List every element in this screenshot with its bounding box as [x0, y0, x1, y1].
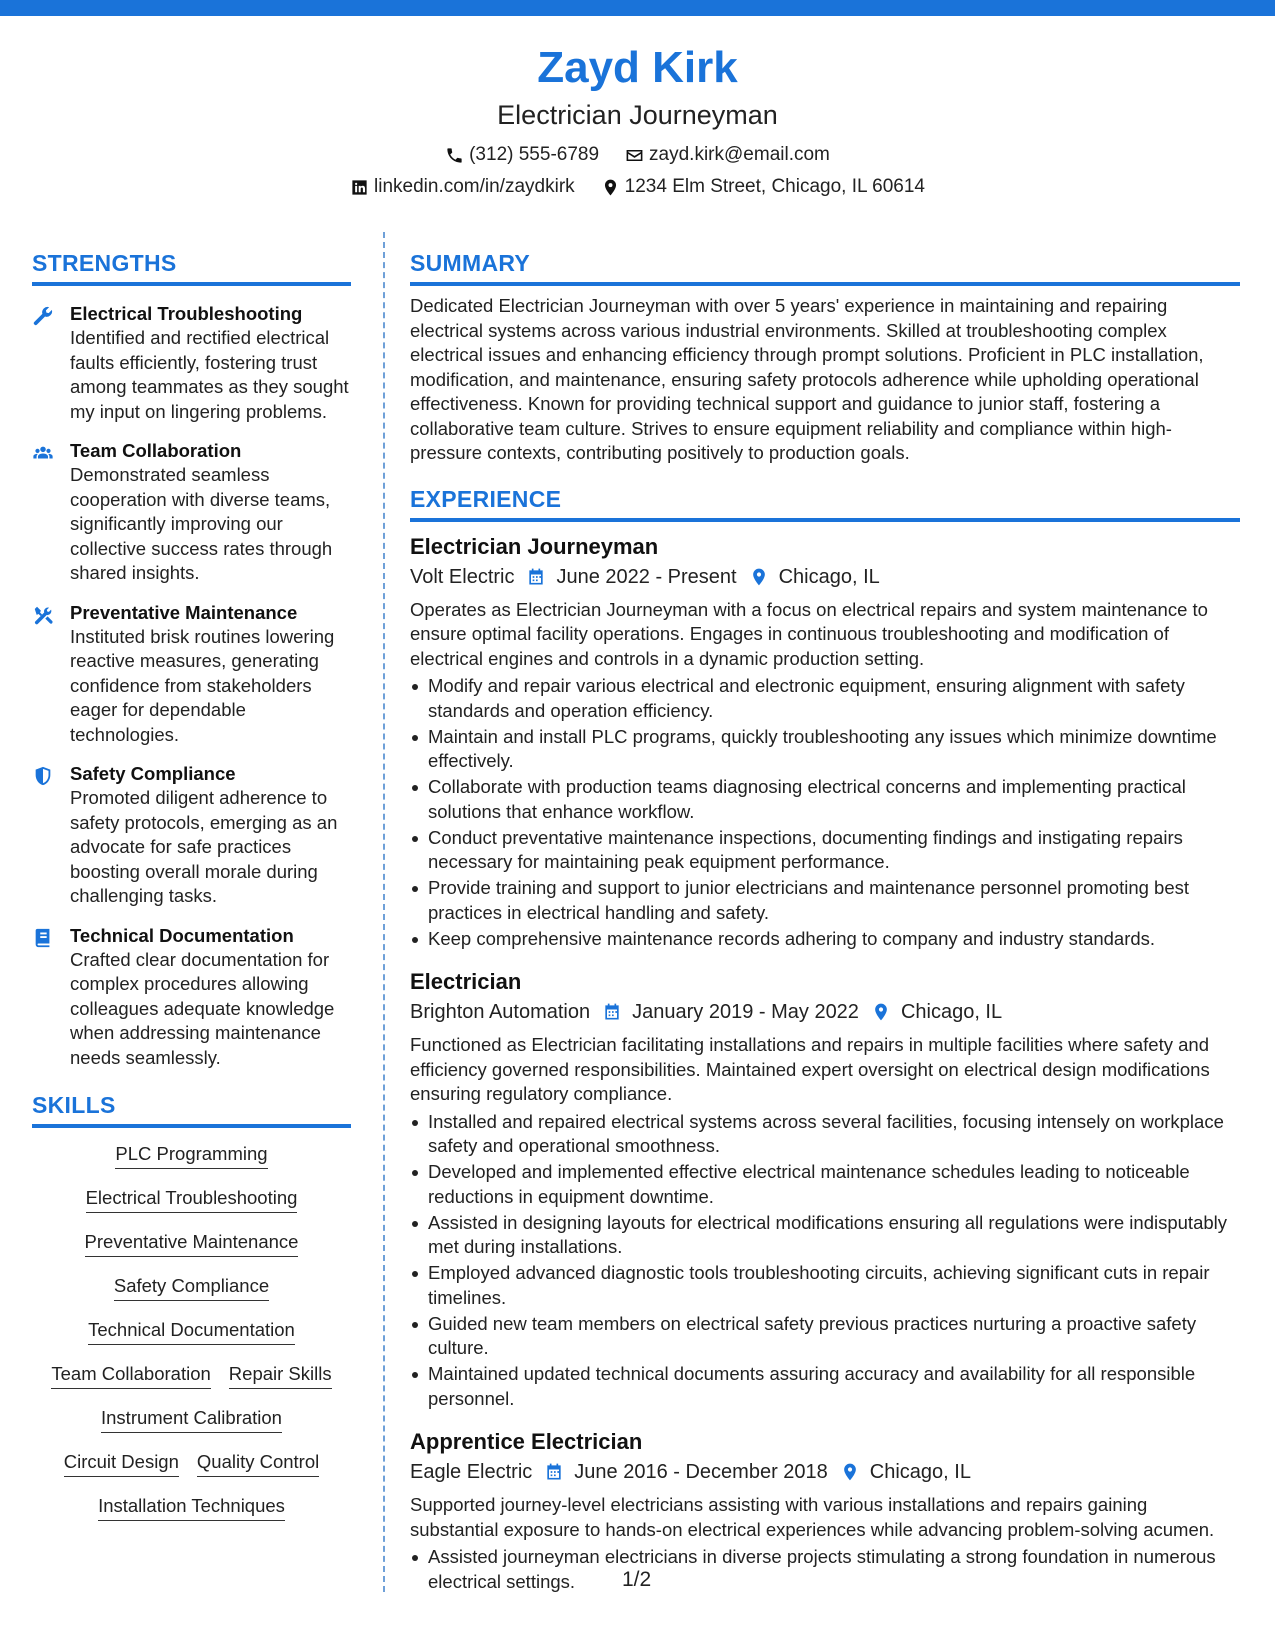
strength-desc: Demonstrated seamless cooperation with diverse teams, significantly improving our collective success rates through shared insights.: [70, 464, 333, 583]
skills-section: [32, 1090, 351, 1538]
strength-title: Safety Compliance: [70, 763, 236, 784]
envelope-icon: [625, 146, 644, 165]
job-company: Eagle Electric: [410, 1461, 533, 1483]
job-bullets: [410, 1545, 1240, 1594]
job-location: Chicago, IL: [869, 1461, 971, 1483]
skill-tag: Safety Compliance: [114, 1274, 269, 1301]
job-dates: January 2019 - May 2022: [632, 1001, 859, 1023]
strength-desc: Promoted diligent adherence to safety protocols, emerging as an advocate for safe practices boosting overall morale during challenging tasks.: [70, 787, 338, 906]
job-location: Chicago, IL: [778, 565, 880, 588]
job-entry: [410, 967, 1240, 1411]
email-text: zayd.kirk@email.com: [649, 144, 830, 165]
address-contact: [601, 174, 925, 200]
job-company: Brighton Automation: [410, 1001, 591, 1023]
job-bullets: [410, 674, 1240, 951]
map-pin-icon: [840, 1462, 860, 1482]
job-meta: [410, 562, 1240, 592]
list-item: Keep comprehensive maintenance records adhering to company and industry standards.: [410, 927, 1240, 952]
skill-tag: Electrical Troubleshooting: [86, 1186, 298, 1213]
address-text: 1234 Elm Street, Chicago, IL 60614: [624, 176, 925, 197]
list-item: Maintained updated technical documents assuring accuracy and availability for all responsible personnel.: [410, 1362, 1240, 1411]
skills-list: [32, 1142, 351, 1538]
calendar-icon: [544, 1462, 564, 1482]
list-item: Guided new team members on electrical safety previous practices nurturing a proactive safety culture.: [410, 1312, 1240, 1361]
job-description: Operates as Electrician Journeyman with a focus on electrical repairs and system maintenance to ensure optimal facility operations. Engages in continuous troubleshooting and modification of electrical engines and controls in a dynamic production setting.: [410, 598, 1208, 669]
summary-text: Dedicated Electrician Journeyman with over 5 years' experience in maintaining and repairing electrical systems across various industrial environments. Skilled at troubleshooting complex electrical issues and enhancing efficiency through prompt solutions. Proficient in PLC installation, modification, and maintenance, ensuring safety protocols adherence while upholding operational effectiveness. Known for providing technical support and guidance to junior staff, fostering a collaborative team culture. Strives to ensure equipment reliability and compliance within high-pressure contexts, contributing positively to production goals.: [410, 295, 1204, 463]
job-title: Apprentice Electrician: [410, 1429, 643, 1454]
job-location: Chicago, IL: [900, 1001, 1003, 1023]
strength-item: [32, 924, 351, 1071]
strengths-heading: STRENGTHS: [32, 248, 351, 286]
strength-item: [32, 762, 351, 909]
list-item: Conduct preventative maintenance inspections, documenting findings and instigating repairs necessary for maintaining peak equipment performance.: [410, 826, 1240, 875]
strength-desc: Crafted clear documentation for complex procedures allowing colleagues adequate knowledge when addressing maintenance needs seamlessly.: [70, 948, 335, 1068]
linkedin-text: linkedin.com/in/zaydkirk: [374, 176, 575, 197]
strength-item: [32, 302, 351, 424]
strength-title: Team Collaboration: [70, 440, 242, 461]
job-dates: June 2016 - December 2018: [574, 1461, 828, 1483]
resume-header: [0, 40, 1275, 200]
job-title: Electrician: [410, 969, 522, 994]
linkedin-icon: [350, 178, 369, 197]
job-entry: [410, 532, 1240, 952]
candidate-title: Electrician Journeyman: [497, 100, 778, 130]
strength-item: [32, 601, 351, 748]
experience-section: [410, 484, 1240, 1595]
summary-heading: SUMMARY: [410, 248, 1240, 286]
skill-row: [88, 1318, 295, 1345]
map-pin-icon: [749, 567, 769, 587]
linkedin-contact[interactable]: [350, 174, 575, 200]
list-item: Provide training and support to junior electricians and maintenance personnel promoting best practices in electrical handling and safety.: [410, 876, 1240, 925]
skill-row: [86, 1186, 298, 1213]
strength-title: Technical Documentation: [70, 924, 294, 946]
tools-icon: [32, 604, 54, 626]
list-item: Employed advanced diagnostic tools troubleshooting circuits, achieving significant cuts in repair timelines.: [410, 1261, 1240, 1310]
skill-row: [85, 1230, 299, 1257]
skill-row: [114, 1274, 269, 1301]
job-meta: [410, 997, 1240, 1027]
list-item: Maintain and install PLC programs, quickly troubleshooting any issues which minimize downtime effectively.: [410, 725, 1240, 774]
strength-title: Preventative Maintenance: [70, 601, 298, 623]
calendar-icon: [526, 567, 546, 587]
skill-row: [64, 1450, 320, 1477]
strength-desc: Instituted brisk routines lowering reactive measures, generating confidence from stakeholders eager for dependable technologies.: [70, 625, 335, 745]
contact-row-1: [0, 142, 1275, 168]
left-column: [32, 248, 351, 1538]
strength-desc: Identified and rectified electrical faults efficiently, fostering trust among teammates as they sought my input on lingering problems.: [70, 327, 349, 422]
top-accent-bar: [0, 0, 1275, 16]
job-bullets: [410, 1110, 1240, 1412]
list-item: Collaborate with production teams diagnosing electrical concerns and implementing practical solutions that enhance workflow.: [410, 775, 1240, 824]
page-number: 1/2: [622, 1568, 652, 1591]
list-item: Modify and repair various electrical and electronic equipment, ensuring alignment with safety standards and operation efficiency.: [410, 674, 1240, 723]
job-meta: [410, 1457, 1240, 1487]
skill-tag: PLC Programming: [115, 1142, 267, 1169]
job-company: Volt Electric: [410, 565, 515, 588]
phone-contact: [445, 142, 599, 168]
email-contact[interactable]: [625, 142, 830, 168]
skill-tag: Instrument Calibration: [101, 1406, 282, 1433]
strength-title: Electrical Troubleshooting: [70, 303, 303, 324]
skill-row: [101, 1406, 282, 1433]
map-pin-icon: [601, 178, 620, 197]
skill-row: [115, 1142, 267, 1169]
list-item: Installed and repaired electrical systems across several facilities, focusing intensely on workplace safety and operational smoothness.: [410, 1110, 1240, 1159]
strengths-list: [32, 302, 351, 1070]
contact-row-2: [0, 174, 1275, 200]
skill-tag: Quality Control: [197, 1450, 319, 1477]
strength-item: [32, 439, 351, 586]
list-item: Assisted in designing layouts for electrical modifications ensuring all regulations were indisputably met during installations.: [410, 1211, 1240, 1260]
map-pin-icon: [871, 1002, 891, 1022]
skill-row: [98, 1494, 285, 1521]
job-entry: [410, 1427, 1240, 1594]
skill-tag: Technical Documentation: [88, 1318, 295, 1345]
job-dates: June 2022 - Present: [556, 565, 737, 588]
skill-row: [51, 1362, 331, 1389]
skill-tag: Circuit Design: [64, 1450, 179, 1477]
phone-icon: [445, 146, 464, 165]
column-divider: [383, 232, 385, 1592]
skill-tag: Repair Skills: [229, 1362, 332, 1389]
list-item: Developed and implemented effective electrical maintenance schedules leading to noticeable reductions in equipment downtime.: [410, 1160, 1240, 1209]
phone-text: (312) 555-6789: [469, 144, 600, 165]
right-column: [410, 248, 1240, 1596]
book-icon: [32, 927, 54, 949]
users-icon: [32, 442, 54, 464]
candidate-name: Zayd Kirk: [537, 43, 738, 92]
list-item: Assisted journeyman electricians in diverse projects stimulating a strong foundation in numerous electrical settings.: [410, 1545, 1240, 1594]
wrench-icon: [32, 305, 54, 327]
calendar-icon: [602, 1002, 622, 1022]
job-title: Electrician Journeyman: [410, 533, 659, 559]
shield-icon: [32, 765, 54, 787]
skill-tag: Preventative Maintenance: [85, 1230, 299, 1257]
skill-tag: Installation Techniques: [98, 1494, 285, 1521]
job-description: Supported journey-level electricians assisting with various installations and repairs gaining substantial exposure to hands-on electrical experiences while advancing problem-solving acumen.: [410, 1494, 1215, 1540]
skill-tag: Team Collaboration: [51, 1362, 210, 1389]
experience-heading: EXPERIENCE: [410, 484, 1240, 522]
job-description: Functioned as Electrician facilitating installations and repairs in multiple facilities where safety and efficiency governed responsibilities. Maintained expert oversight on electrical design modifications ensuring regulatory compliance.: [410, 1034, 1210, 1104]
skills-heading: SKILLS: [32, 1090, 351, 1128]
